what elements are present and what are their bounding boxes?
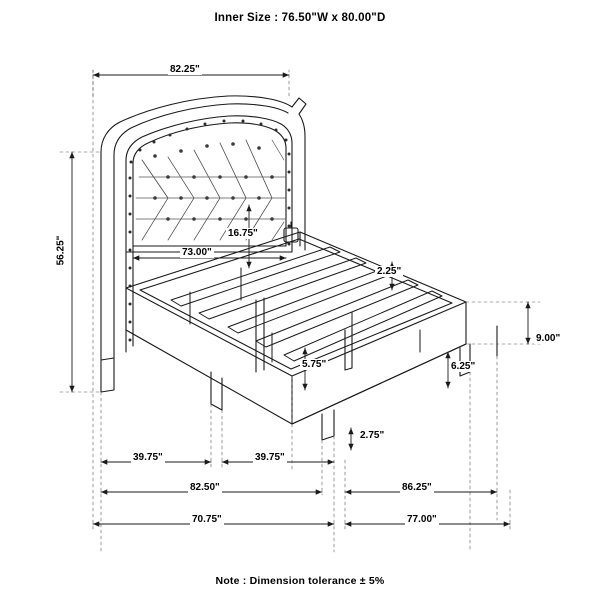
dim-footboard-rail-height: 6.25" [451,361,476,372]
dim-side-depth-overall: 77.00" [407,514,437,525]
dim-overall-headboard-width: 82.25" [170,64,200,75]
nailhead-trim [129,120,291,342]
page-title: Inner Size : 76.50"W x 80.00"D [214,12,386,24]
slats [171,247,442,362]
dim-slat-thickness: 2.25" [377,266,402,277]
dim-inner-frame-length: 82.50" [190,482,220,493]
dim-floor-clearance: 2.75" [360,430,385,441]
dim-center-support-height: 5.75" [302,359,327,370]
extension-lines [60,70,540,552]
tufted-panel-border [126,116,292,352]
bed-frame [126,232,466,424]
headboard-outline [101,96,306,360]
dim-tufted-panel-width: 73.00" [182,247,212,258]
headboard-legs [101,236,305,392]
dim-leg-span-right: 39.75" [255,452,285,463]
dim-tufted-panel-height: 16.75" [228,228,258,239]
dim-side-depth-inner: 86.25" [402,482,432,493]
dim-leg-span-left: 39.75" [133,452,163,463]
tolerance-note: Note : Dimension tolerance ± 5% [215,575,385,587]
dim-headboard-height: 56.25" [55,235,67,266]
dim-overall-frame-width: 70.75" [192,514,222,525]
diamond-tufting [136,140,286,240]
dim-side-rail-height: 9.00" [536,333,561,344]
